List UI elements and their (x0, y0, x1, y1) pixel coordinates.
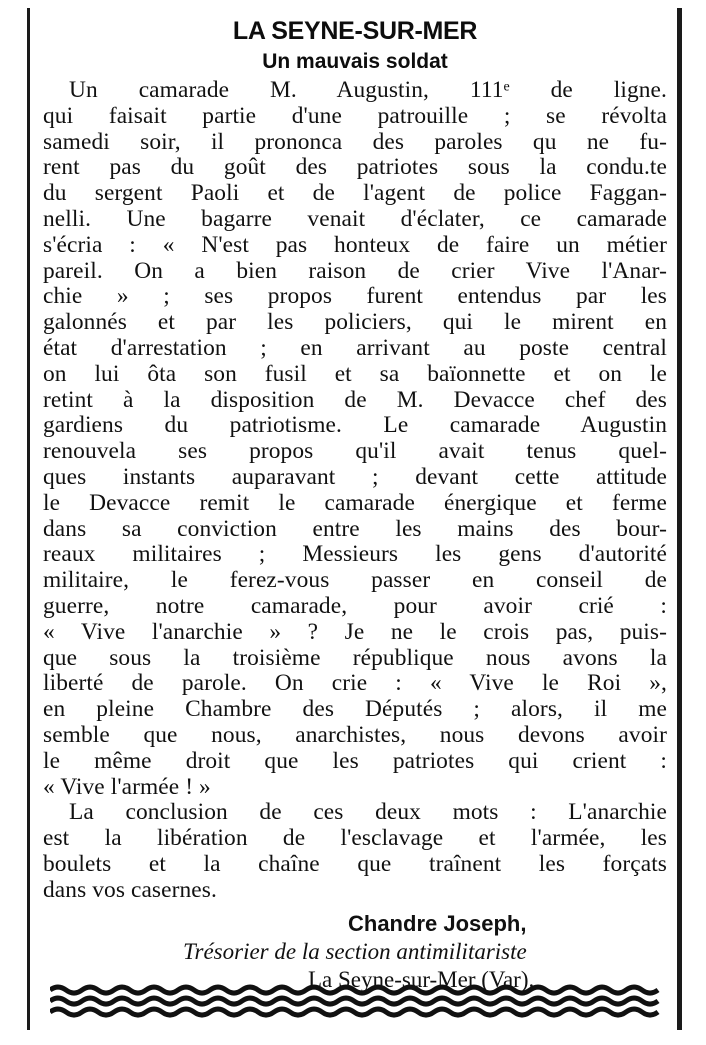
body-line: du sergent Paoli et de l'agent de police Faggan- (43, 181, 667, 207)
body-line: dans vos casernes. (43, 877, 217, 903)
wavy-divider (50, 982, 662, 1024)
body-line: que sous la troisième république nous avons la (43, 645, 667, 671)
signature-role: Trésorier de la section antimilitariste (183, 938, 527, 964)
body-line: est la libération de l'esclavage et l'armée, les (43, 826, 667, 852)
body-line: état d'arrestation ; en arrivant au poste central (43, 335, 667, 361)
body-line: chie » ; ses propos furent entendus par les (43, 284, 667, 310)
body-line: rent pas du goût des patriotes sous la condu.te (43, 155, 667, 181)
body-line: liberté de parole. On crie : « Vive le Roi », (43, 671, 667, 697)
body-line: boulets et la chaîne que traînent les forçats (43, 851, 667, 877)
signature-name: Chandre Joseph, (348, 910, 527, 936)
article-body (43, 78, 667, 904)
article-headline: LA SEYNE-SUR-MER (232, 17, 478, 45)
body-line: ques instants auparavant ; devant cette attitude (43, 464, 667, 490)
wave-line-3 (50, 1009, 658, 1015)
body-line: nelli. Une bagarre venait d'éclater, ce camarade (43, 206, 667, 232)
body-line: gardiens du patriotisme. Le camarade Augustin (43, 413, 667, 439)
signature-block (43, 910, 667, 994)
article-subheadline: Un mauvais soldat (262, 50, 448, 73)
signature-place: La Seyne-sur-Mer (Var). (308, 966, 535, 992)
body-line: le même droit que les patriotes qui crient : (43, 748, 667, 774)
body-line: reaux militaires ; Messieurs les gens d'autorité (43, 542, 667, 568)
body-line: Un camarade M. Augustin, 111ᵉ de ligne. (69, 78, 667, 103)
body-line: « Vive l'armée ! » (43, 774, 211, 800)
body-line: La conclusion de ces deux mots : L'anarchie (69, 800, 667, 826)
wave-line-1 (50, 987, 658, 993)
body-line: renouvela ses propos qu'il avait tenus quel- (43, 439, 667, 465)
body-line: en pleine Chambre des Députés ; alors, il me (43, 697, 667, 723)
body-line: retint à la disposition de M. Devacce chef des (43, 387, 667, 413)
column-rule-left (27, 8, 30, 1030)
body-line: on lui ôta son fusil et sa baïonnette et on le (43, 361, 667, 387)
body-line: dans sa conviction entre les mains des bour- (43, 516, 667, 542)
body-line: pareil. On a bien raison de crier Vive l'Anar- (43, 258, 667, 284)
body-line: militaire, le ferez-vous passer en conseil de (43, 568, 667, 594)
body-line: galonnés et par les policiers, qui le mirent en (43, 310, 667, 336)
article-column (43, 14, 667, 994)
body-line: qui faisait partie d'une patrouille ; se révolta (43, 103, 667, 129)
body-line: semble que nous, anarchistes, nous devons avoir (43, 722, 667, 748)
body-line: s'écria : « N'est pas honteux de faire un métier (43, 232, 667, 258)
wave-line-2 (50, 998, 658, 1004)
body-line: guerre, notre camarade, pour avoir crié : (43, 593, 667, 619)
body-line: « Vive l'anarchie » ? Je ne le crois pas, puis- (43, 619, 667, 645)
body-line: samedi soir, il prononca des paroles qu ne fu- (43, 129, 667, 155)
body-line: le Devacce remit le camarade énergique et ferme (43, 490, 667, 516)
column-rule-right (677, 8, 682, 1030)
